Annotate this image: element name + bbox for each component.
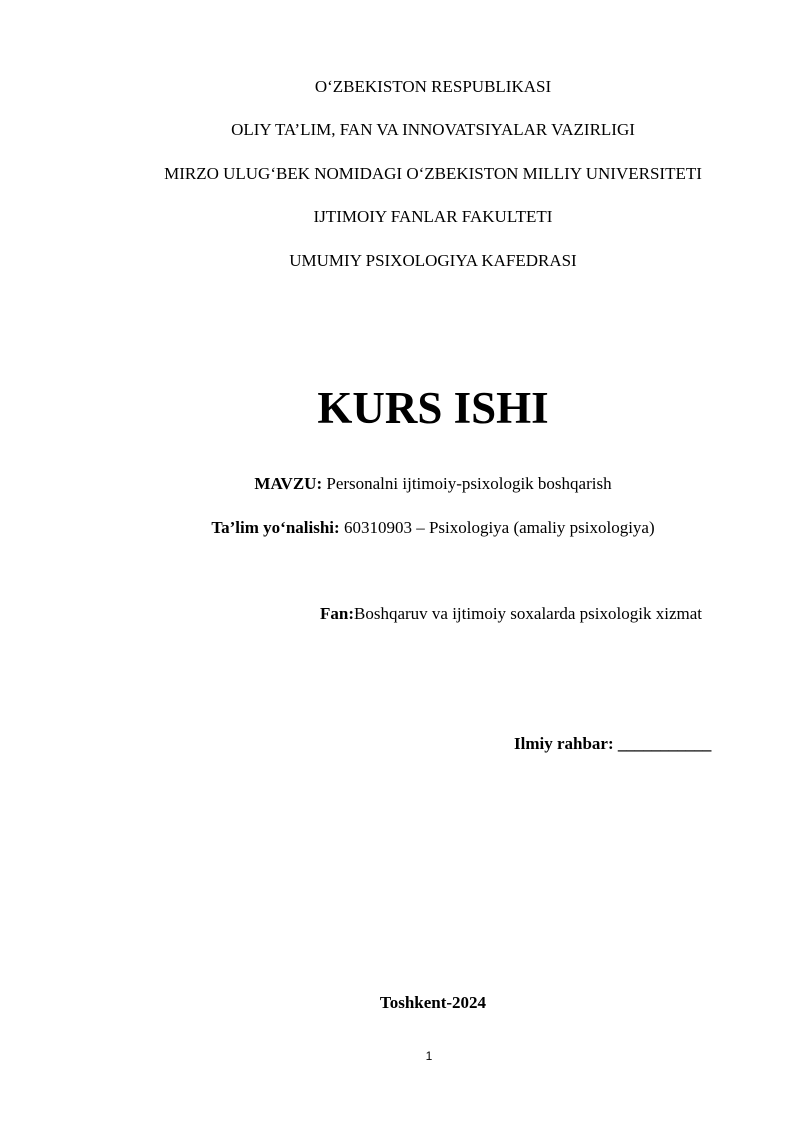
document-title: KURS ISHI <box>317 383 549 433</box>
supervisor-line <box>514 734 711 754</box>
header-republic: O‘ZBEKISTON RESPUBLIKASI <box>314 77 552 96</box>
supervisor-blank: ___________ <box>613 734 712 753</box>
topic-value: Personalni ijtimoiy-psixologik boshqarish <box>322 474 612 493</box>
header-university: MIRZO ULUG‘BEK NOMIDAGI O‘ZBEKISTON MILLIY UNIVERSITETI <box>164 164 702 183</box>
page-number: 1 <box>425 1049 433 1063</box>
direction-line <box>33 518 800 538</box>
header-faculty: IJTIMOIY FANLAR FAKULTETI <box>313 207 553 226</box>
supervisor-label: Ilmiy rahbar: <box>514 734 614 753</box>
header-department: UMUMIY PSIXOLOGIYA KAFEDRASI <box>289 251 577 270</box>
city-year-text: Toshkent-2024 <box>379 993 487 1012</box>
subject-label: Fan: <box>320 604 354 623</box>
direction-label: Ta’lim yo‘nalishi: <box>211 518 340 537</box>
direction-value: 60310903 – Psixologiya (amaliy psixologiya) <box>339 518 655 537</box>
header-ministry: OLIY TA’LIM, FAN VA INNOVATSIYALAR VAZIRLIGI <box>231 120 635 139</box>
subject-line <box>320 604 702 624</box>
subject-value: Boshqaruv va ijtimoiy soxalarda psixologik xizmat <box>354 604 702 623</box>
topic-line <box>33 474 800 494</box>
topic-label: MAVZU: <box>254 474 323 493</box>
city-year <box>33 993 800 1013</box>
